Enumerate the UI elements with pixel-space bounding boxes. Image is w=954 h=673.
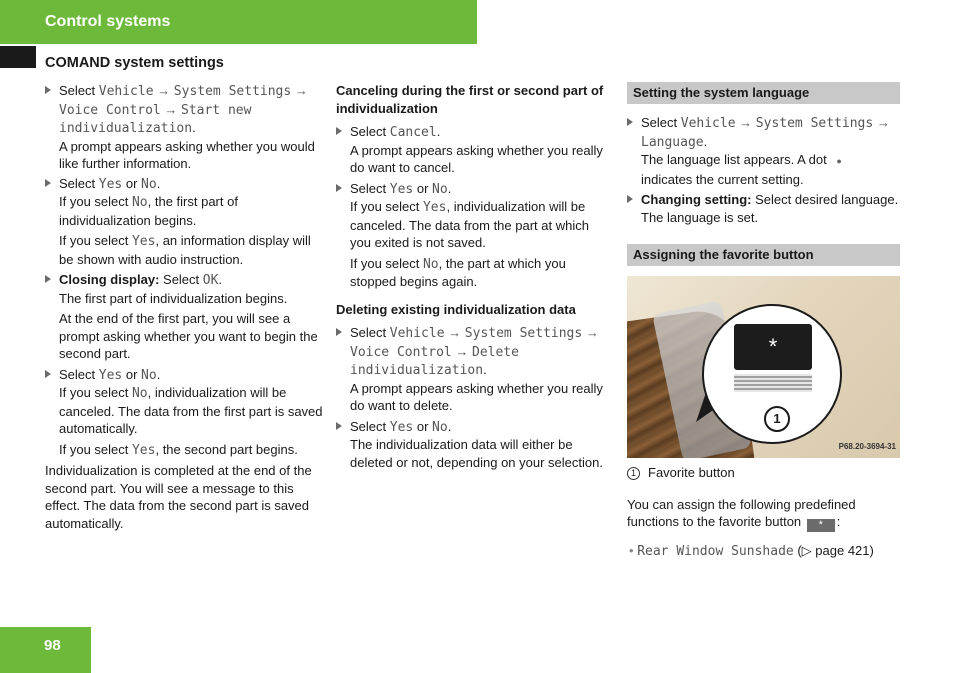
step-delete-path: Select Vehicle → System Settings → Voice Control → Delete individualization. A prompt appears asking whether you really do want to delete.: [336, 324, 612, 415]
step-cancel-yes-no: Select Yes or No. If you select Yes, individualization will be canceled. The data from the part at which you exited is not saved. If you select No, the part at which you stopped begins again.: [336, 180, 612, 291]
column-left: [45, 82, 323, 535]
step-arrow-icon: [627, 118, 633, 126]
step-closing-display: Closing display: Select OK. The first part of individualization begins. At the end of the first part, you will see a prompt asking whether you want to begin the second part.: [45, 271, 323, 363]
column-middle: [336, 82, 612, 474]
step-arrow-icon: [336, 184, 342, 192]
favorite-paragraph: You can assign the following predefined functions to the favorite button * :: [627, 496, 856, 531]
caption-number: 1: [627, 467, 640, 480]
step-arrow-icon: [336, 422, 342, 430]
step-change-language: Changing setting: Select desired language. The language is set.: [627, 191, 900, 226]
callout-number: 1: [764, 406, 790, 432]
bullet-rear-window: • Rear Window Sunshade (▷ page 421): [629, 543, 874, 559]
closing-paragraph: Individualization is completed at the end of the second part. You will see a message to this effect. The data from the second part is saved automatically.: [45, 463, 312, 531]
step-arrow-icon: [336, 127, 342, 135]
section-marker: [0, 46, 36, 68]
step-yes-no-2: Select Yes or No. If you select No, individualization will be canceled. The data from the first part is saved automatically. If you select Yes, the second part begins.: [45, 366, 323, 460]
step-arrow-icon: [45, 370, 51, 378]
heading-bar-favorite: Assigning the favorite button: [627, 244, 900, 266]
step-arrow-icon: [336, 328, 342, 336]
step-arrow-icon: [45, 179, 51, 187]
current-setting-dot-icon: ●: [836, 156, 842, 166]
star-key-icon: *: [807, 519, 835, 532]
step-arrow-icon: [45, 275, 51, 283]
button-ribs: [734, 374, 812, 392]
favorite-button-figure: [627, 276, 900, 458]
header-band: [0, 0, 477, 44]
step-select-cancel: Select Cancel. A prompt appears asking whether you really do want to cancel.: [336, 123, 612, 177]
figure-caption: 1 Favorite button: [627, 464, 900, 482]
subheading-cancel: Canceling during the first or second part of individualization: [336, 83, 604, 116]
heading-bar-language: Setting the system language: [627, 82, 900, 104]
favorite-star-button-icon: *: [734, 324, 812, 370]
step-arrow-icon: [627, 195, 633, 203]
step-voice-control-start: Select Vehicle → System Settings → Voice Control → Start new individualization. A prompt appears asking whether you would like further information.: [45, 82, 323, 173]
subheading-delete: Deleting existing individualization data: [336, 301, 576, 317]
step-delete-yes-no: Select Yes or No. The individualization data will either be deleted or not, depending on your selection.: [336, 418, 612, 472]
column-right: [627, 82, 900, 561]
section-title: COMAND system settings: [45, 55, 224, 71]
figure-code: P68.20-3694-31: [838, 441, 896, 451]
step-arrow-icon: [45, 86, 51, 94]
page-number: 98: [44, 637, 61, 654]
page-number-band: [0, 627, 91, 673]
chapter-title: Control systems: [45, 13, 171, 30]
step-yes-no-1: Select Yes or No. If you select No, the first part of individualization begins. If you select Yes, an information display will be shown with audio instruction.: [45, 175, 323, 269]
zoom-circle: [702, 304, 842, 444]
step-language-path: Select Vehicle → System Settings → Language. The language list appears. A dot ● indicates the current setting.: [627, 114, 900, 188]
